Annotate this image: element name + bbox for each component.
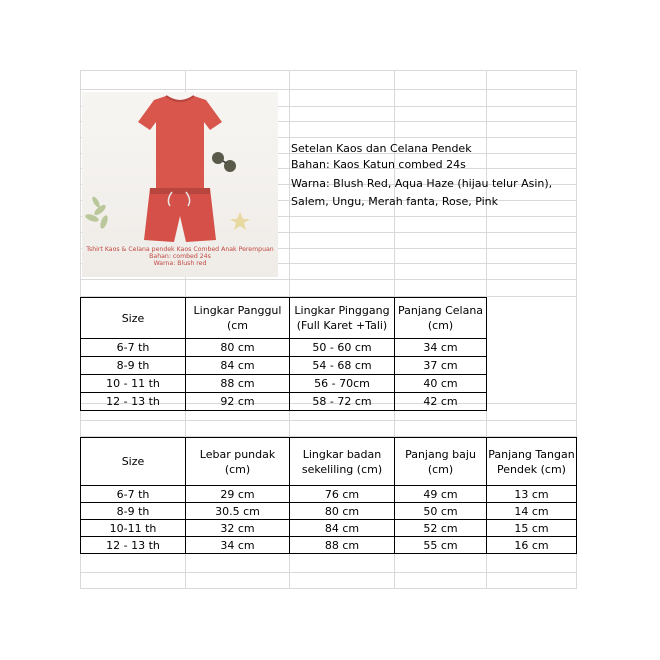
leaf-decoration bbox=[84, 196, 109, 230]
header-sleeve-length: Panjang Tangan Pendek (cm) bbox=[487, 438, 577, 486]
cell: 42 cm bbox=[395, 393, 487, 411]
cell: 50 cm bbox=[395, 503, 487, 520]
table-header-row bbox=[81, 438, 577, 486]
cell: 6-7 th bbox=[81, 339, 186, 357]
grid-line bbox=[80, 279, 576, 280]
sunglasses-icon bbox=[212, 152, 236, 172]
header-hip: Lingkar Panggul (cm bbox=[186, 298, 290, 339]
table-row bbox=[81, 520, 577, 537]
cell: 10 - 11 th bbox=[81, 375, 186, 393]
cell: 13 cm bbox=[487, 486, 577, 503]
cell: 12 - 13 th bbox=[81, 537, 186, 554]
pants-size-table bbox=[80, 297, 487, 411]
cell: 15 cm bbox=[487, 520, 577, 537]
cell: 40 cm bbox=[395, 375, 487, 393]
tshirt-shape bbox=[138, 96, 222, 188]
cell: 8-9 th bbox=[81, 503, 186, 520]
table-header-row bbox=[81, 298, 487, 339]
cell: 50 - 60 cm bbox=[290, 339, 395, 357]
table-row bbox=[81, 357, 487, 375]
product-title: Setelan Kaos dan Celana Pendek bbox=[291, 142, 472, 155]
grid-line bbox=[80, 572, 576, 573]
cell: 16 cm bbox=[487, 537, 577, 554]
cell: 84 cm bbox=[290, 520, 395, 537]
grid-line bbox=[80, 89, 576, 90]
cell: 34 cm bbox=[186, 537, 290, 554]
header-pants-length: Panjang Celana (cm) bbox=[395, 298, 487, 339]
cell: 76 cm bbox=[290, 486, 395, 503]
product-photo bbox=[82, 92, 278, 277]
cell: 58 - 72 cm bbox=[290, 393, 395, 411]
cell: 80 cm bbox=[290, 503, 395, 520]
product-colors-line1: Warna: Blush Red, Aqua Haze (hijau telur Asin), bbox=[291, 177, 553, 190]
table-row bbox=[81, 537, 577, 554]
photo-caption-line1: Tshirt Kaos & Celana pendek Kaos Combed Anak Perempuan bbox=[86, 246, 274, 253]
table-row bbox=[81, 486, 577, 503]
header-size: Size bbox=[81, 438, 186, 486]
header-shirt-length: Panjang baju (cm) bbox=[395, 438, 487, 486]
cell: 29 cm bbox=[186, 486, 290, 503]
cell: 34 cm bbox=[395, 339, 487, 357]
grid-line bbox=[80, 588, 576, 589]
cell: 88 cm bbox=[186, 375, 290, 393]
cell: 10-11 th bbox=[81, 520, 186, 537]
cell: 80 cm bbox=[186, 339, 290, 357]
cell: 32 cm bbox=[186, 520, 290, 537]
cell: 37 cm bbox=[395, 357, 487, 375]
cell: 14 cm bbox=[487, 503, 577, 520]
cell: 52 cm bbox=[395, 520, 487, 537]
star-decoration bbox=[230, 212, 250, 230]
cell: 49 cm bbox=[395, 486, 487, 503]
header-waist: Lingkar Pinggang (Full Karet +Tali) bbox=[290, 298, 395, 339]
cell: 8-9 th bbox=[81, 357, 186, 375]
cell: 54 - 68 cm bbox=[290, 357, 395, 375]
cell: 6-7 th bbox=[81, 486, 186, 503]
product-material: Bahan: Kaos Katun combed 24s bbox=[291, 158, 466, 171]
header-chest: Lingkar badan sekeliling (cm) bbox=[290, 438, 395, 486]
cell: 84 cm bbox=[186, 357, 290, 375]
cell: 55 cm bbox=[395, 537, 487, 554]
header-size: Size bbox=[81, 298, 186, 339]
shirt-size-table bbox=[80, 437, 577, 554]
product-colors-line2: Salem, Ungu, Merah fanta, Rose, Pink bbox=[291, 195, 499, 208]
cell: 56 - 70cm bbox=[290, 375, 395, 393]
table-row bbox=[81, 393, 487, 411]
table-row bbox=[81, 503, 577, 520]
shorts-shape bbox=[144, 188, 216, 242]
header-shoulder: Lebar pundak (cm) bbox=[186, 438, 290, 486]
photo-caption-line2: Bahan: combed 24s bbox=[149, 253, 211, 260]
table-row bbox=[81, 339, 487, 357]
cell: 88 cm bbox=[290, 537, 395, 554]
cell: 30.5 cm bbox=[186, 503, 290, 520]
photo-caption-line3: Warna: Blush red bbox=[153, 260, 207, 267]
grid-line bbox=[80, 70, 576, 71]
grid-line bbox=[80, 420, 576, 421]
cell: 12 - 13 th bbox=[81, 393, 186, 411]
cell: 92 cm bbox=[186, 393, 290, 411]
table-row bbox=[81, 375, 487, 393]
